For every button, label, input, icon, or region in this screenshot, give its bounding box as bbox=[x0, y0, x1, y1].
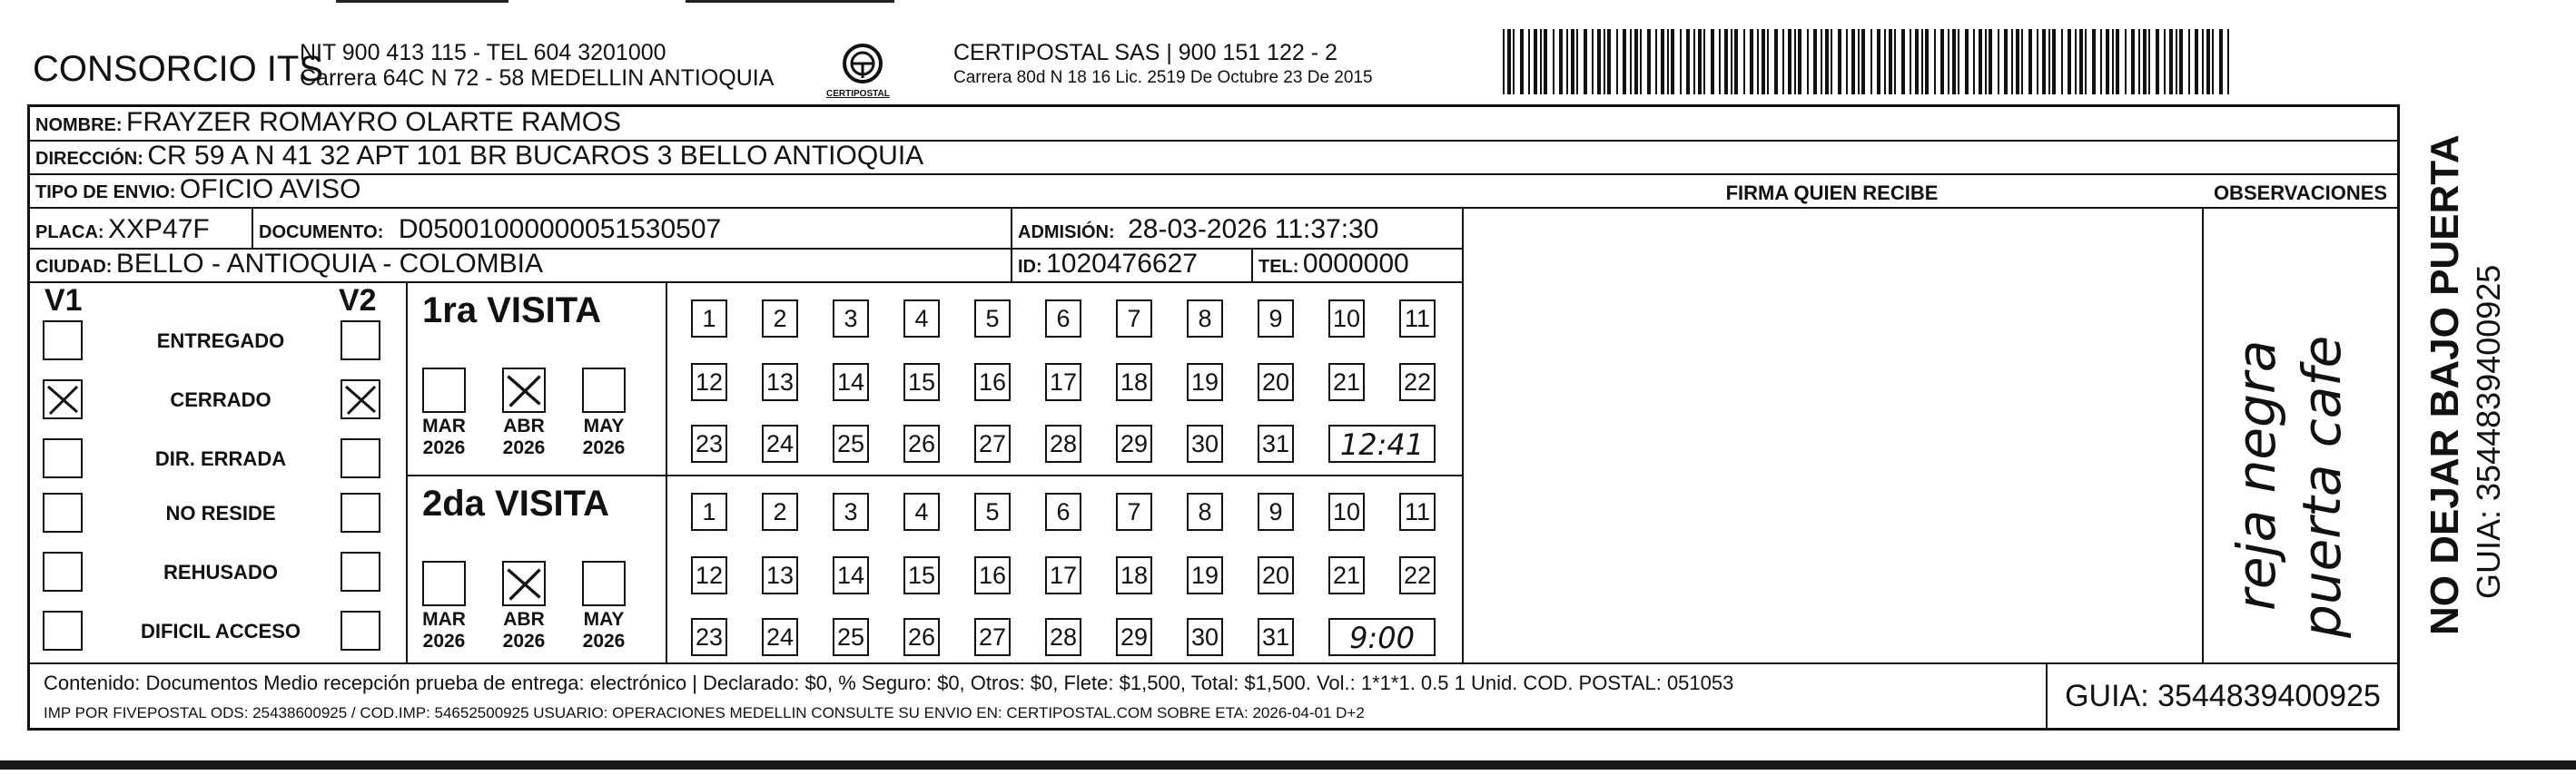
barcode-bar bbox=[1647, 29, 1651, 94]
barcode-bar bbox=[1782, 29, 1784, 94]
day-box[interactable]: 26 bbox=[903, 618, 940, 656]
barcode-bar bbox=[2075, 29, 2077, 94]
month-checkbox[interactable] bbox=[582, 368, 626, 413]
v2-checkbox[interactable] bbox=[341, 320, 380, 360]
v1-header: V1 bbox=[44, 283, 83, 318]
admision-label: ADMISIÓN: bbox=[1018, 222, 1115, 242]
day-box[interactable]: 28 bbox=[1045, 425, 1081, 463]
tel-value: 0000000 bbox=[1302, 249, 1409, 279]
v2-checkbox[interactable] bbox=[341, 438, 380, 478]
certipostal-logo-icon bbox=[835, 38, 890, 93]
day-box[interactable]: 4 bbox=[903, 493, 940, 531]
barcode-bar bbox=[1901, 29, 1905, 94]
barcode-bar bbox=[1513, 29, 1515, 94]
day-box[interactable]: 25 bbox=[833, 618, 869, 656]
tipo-row bbox=[35, 174, 360, 205]
rule bbox=[1251, 248, 1253, 281]
barcode-bar bbox=[1788, 29, 1791, 94]
day-box[interactable]: 10 bbox=[1328, 299, 1365, 338]
company-info bbox=[300, 40, 774, 91]
barcode-bar bbox=[1838, 29, 1841, 94]
barcode-bar bbox=[1734, 29, 1738, 94]
barcode-bar bbox=[1762, 29, 1765, 94]
rule bbox=[406, 281, 408, 662]
day-box[interactable]: 12 bbox=[691, 556, 727, 594]
day-box[interactable]: 8 bbox=[1187, 299, 1223, 338]
top-rule bbox=[336, 0, 508, 3]
admision-value: 28-03-2026 11:37:30 bbox=[1128, 214, 1379, 244]
day-box[interactable]: 17 bbox=[1045, 556, 1081, 594]
barcode-bar bbox=[1877, 29, 1880, 94]
address-line: Carrera 64C N 72 - 58 MEDELLIN ANTIOQUIA bbox=[300, 65, 775, 91]
nombre-row bbox=[35, 107, 621, 138]
partner-line: CERTIPOSTAL SAS | 900 151 122 - 2 bbox=[953, 40, 1337, 65]
barcode-bar bbox=[1544, 29, 1547, 94]
day-box[interactable]: 29 bbox=[1116, 425, 1152, 463]
barcode-bar bbox=[1553, 29, 1554, 94]
v1-checkbox[interactable] bbox=[43, 379, 83, 419]
barcode-bar bbox=[1921, 29, 1923, 94]
day-box[interactable]: 5 bbox=[974, 493, 1011, 531]
v1-checkbox[interactable] bbox=[43, 320, 83, 360]
day-box[interactable]: 22 bbox=[1399, 556, 1436, 594]
day-box[interactable]: 14 bbox=[833, 556, 869, 594]
month-label: ABR 2026 bbox=[502, 416, 546, 458]
day-box[interactable]: 4 bbox=[903, 299, 940, 338]
day-box[interactable]: 13 bbox=[762, 363, 798, 401]
visit-time-box bbox=[1328, 618, 1436, 656]
option-label: CERRADO bbox=[170, 388, 271, 411]
barcode-bar bbox=[2100, 29, 2102, 94]
day-box[interactable]: 19 bbox=[1187, 363, 1223, 401]
barcode-bar bbox=[2092, 29, 2096, 94]
rule bbox=[2202, 207, 2204, 662]
barcode-bar bbox=[1630, 29, 1632, 94]
barcode-bar bbox=[1965, 29, 1969, 94]
day-box[interactable]: 12 bbox=[691, 363, 727, 401]
barcode-bar bbox=[2037, 29, 2038, 94]
day-box[interactable]: 13 bbox=[762, 556, 798, 594]
month-label: ABR 2026 bbox=[502, 609, 546, 652]
nit-line: NIT 900 413 115 - TEL 604 3201000 bbox=[300, 40, 666, 65]
check-mark-icon bbox=[504, 369, 544, 411]
barcode-bar bbox=[1540, 29, 1542, 94]
barcode-bar bbox=[1616, 29, 1618, 94]
visit-time-box bbox=[1328, 425, 1436, 463]
barcode-bar bbox=[2202, 29, 2204, 94]
barcode-bar bbox=[2085, 29, 2087, 94]
day-box[interactable]: 21 bbox=[1328, 363, 1365, 401]
day-box[interactable]: 20 bbox=[1258, 556, 1294, 594]
side-warning: NO DEJAR BAJO PUERTA bbox=[2423, 134, 2467, 635]
barcode-bar bbox=[1671, 29, 1674, 94]
visit-title: 1ra VISITA bbox=[422, 290, 602, 330]
day-box[interactable]: 11 bbox=[1399, 493, 1436, 531]
observation-handwriting-2: puerta cafe bbox=[2291, 335, 2353, 638]
day-box[interactable]: 23 bbox=[691, 618, 727, 656]
day-box[interactable]: 18 bbox=[1116, 556, 1152, 594]
day-box[interactable]: 26 bbox=[903, 425, 940, 463]
barcode-bar bbox=[1534, 29, 1537, 94]
barcode-bar bbox=[2212, 29, 2214, 94]
barcode-bar bbox=[2195, 29, 2198, 94]
day-box[interactable]: 3 bbox=[833, 493, 869, 531]
day-box[interactable]: 22 bbox=[1399, 363, 1436, 401]
day-box[interactable]: 9 bbox=[1258, 493, 1294, 531]
barcode-bar bbox=[1597, 29, 1601, 94]
option-label: DIR. ERRADA bbox=[154, 447, 287, 470]
visit-time-value: 12:41 bbox=[1339, 427, 1425, 462]
barcode-bar bbox=[1724, 29, 1728, 94]
barcode-bar bbox=[1858, 29, 1860, 94]
v1-checkbox[interactable] bbox=[43, 438, 83, 478]
barcode-bar bbox=[2125, 29, 2127, 94]
partner-info bbox=[953, 40, 1373, 91]
day-box[interactable]: 21 bbox=[1328, 556, 1365, 594]
day-box[interactable]: 3 bbox=[833, 299, 869, 338]
month-checkbox[interactable] bbox=[422, 561, 466, 606]
barcode-bar bbox=[1703, 29, 1705, 94]
barcode-bar bbox=[1750, 29, 1753, 94]
day-box[interactable]: 7 bbox=[1116, 493, 1152, 531]
placa-row bbox=[35, 214, 210, 245]
id-label: ID: bbox=[1018, 257, 1042, 277]
tipo-label: TIPO DE ENVIO: bbox=[35, 182, 176, 202]
barcode-bar bbox=[1952, 29, 1956, 94]
rule bbox=[30, 173, 2397, 175]
v2-checkbox[interactable] bbox=[341, 611, 380, 651]
month-checkbox[interactable] bbox=[582, 561, 626, 606]
barcode-bar bbox=[1794, 29, 1796, 94]
day-box[interactable]: 16 bbox=[974, 556, 1011, 594]
barcode-bar bbox=[2164, 29, 2166, 94]
day-box[interactable]: 2 bbox=[762, 493, 798, 531]
day-box[interactable]: 1 bbox=[691, 493, 727, 531]
side-guia: GUIA: 3544839400925 bbox=[2470, 264, 2507, 599]
barcode-bar bbox=[1698, 29, 1702, 94]
day-box[interactable]: 27 bbox=[974, 618, 1011, 656]
option-label: ENTREGADO bbox=[156, 329, 285, 352]
barcode-bar bbox=[2143, 29, 2147, 94]
rule bbox=[30, 662, 2397, 664]
rule bbox=[252, 207, 253, 248]
day-box[interactable]: 6 bbox=[1045, 493, 1081, 531]
v1-checkbox[interactable] bbox=[43, 552, 83, 592]
barcode-bar bbox=[1571, 29, 1574, 94]
barcode-bar bbox=[2052, 29, 2056, 94]
tipo-value: OFICIO AVISO bbox=[179, 174, 361, 204]
barcode-bar bbox=[1894, 29, 1896, 94]
barcode-bar bbox=[1576, 29, 1578, 94]
month-label: MAR 2026 bbox=[422, 416, 466, 458]
visit-title: 2da VISITA bbox=[422, 484, 609, 524]
placa-label: PLACA: bbox=[35, 222, 104, 242]
month-label: MAY 2026 bbox=[582, 416, 626, 458]
day-box[interactable]: 1 bbox=[691, 299, 727, 338]
rule bbox=[406, 475, 1462, 476]
id-value: 1020476627 bbox=[1046, 249, 1198, 279]
day-box[interactable]: 31 bbox=[1258, 425, 1294, 463]
barcode-bar bbox=[1851, 29, 1855, 94]
barcode-bar bbox=[1719, 29, 1721, 94]
barcode-bar bbox=[2028, 29, 2032, 94]
barcode-bar bbox=[1640, 29, 1642, 94]
barcode-bar bbox=[1731, 29, 1732, 94]
ciudad-value: BELLO - ANTIOQUIA - COLOMBIA bbox=[115, 249, 544, 279]
direccion-value: CR 59 A N 41 32 APT 101 BR BUCAROS 3 BELLO ANTIOQUIA bbox=[147, 141, 924, 171]
barcode-bar bbox=[1503, 29, 1505, 94]
day-box[interactable]: 27 bbox=[974, 425, 1011, 463]
barcode-bar bbox=[1634, 29, 1638, 94]
partner-address: Carrera 80d N 18 16 Lic. 2519 De Octubre 23 De 2015 bbox=[953, 68, 1373, 87]
barcode-bar bbox=[2068, 29, 2071, 94]
barcode-bar bbox=[1958, 29, 1959, 94]
barcode-bar bbox=[2219, 29, 2223, 94]
day-box[interactable]: 11 bbox=[1399, 299, 1436, 338]
direccion-label: DIRECCIÓN: bbox=[35, 149, 143, 169]
nombre-label: NOMBRE: bbox=[35, 115, 123, 135]
barcode-bar bbox=[2179, 29, 2183, 94]
nombre-value: FRAYZER ROMAYRO OLARTE RAMOS bbox=[126, 107, 622, 137]
check-mark-icon bbox=[504, 563, 544, 604]
footer-print-line: IMP POR FIVEPOSTAL ODS: 25438600925 / COD.IMP: 54652500925 USUARIO: OPERACIONES MEDELLIN CONSULTE SU ENVIO EN: CERTIPOSTAL.COM SOBRE ETA: 2026-04-01 D+2 bbox=[44, 704, 1365, 721]
day-box[interactable]: 23 bbox=[691, 425, 727, 463]
documento-label: DOCUMENTO: bbox=[259, 222, 384, 242]
barcode-bar bbox=[1985, 29, 1987, 94]
day-box[interactable]: 2 bbox=[762, 299, 798, 338]
barcode-bar bbox=[1934, 29, 1936, 94]
tel-label: TEL: bbox=[1258, 257, 1299, 277]
barcode-bar bbox=[1693, 29, 1695, 94]
barcode-bar bbox=[1861, 29, 1865, 94]
option-label: REHUSADO bbox=[163, 561, 278, 584]
barcode-bar bbox=[1686, 29, 1690, 94]
barcode-bar bbox=[1831, 29, 1832, 94]
barcode-bar bbox=[1813, 29, 1817, 94]
barcode-bar bbox=[1623, 29, 1626, 94]
v2-checkbox[interactable] bbox=[341, 379, 380, 419]
day-box[interactable]: 14 bbox=[833, 363, 869, 401]
barcode-bar bbox=[1767, 29, 1769, 94]
barcode-bar bbox=[2106, 29, 2109, 94]
barcode-bar bbox=[1989, 29, 1992, 94]
guia-box: GUIA: 3544839400925 bbox=[2046, 662, 2400, 731]
id-row bbox=[1018, 249, 1198, 280]
top-rule bbox=[686, 0, 894, 3]
barcode-bar bbox=[1925, 29, 1929, 94]
company-name: CONSORCIO ITS bbox=[33, 49, 324, 89]
v2-checkbox[interactable] bbox=[341, 552, 380, 592]
day-box[interactable]: 6 bbox=[1045, 299, 1081, 338]
barcode-bar bbox=[2004, 29, 2008, 94]
rule bbox=[30, 281, 1462, 283]
barcode-bar bbox=[2227, 29, 2229, 94]
barcode-bar bbox=[1559, 29, 1563, 94]
month-label: MAY 2026 bbox=[582, 609, 626, 652]
option-label: NO RESIDE bbox=[165, 502, 276, 525]
barcode-bar bbox=[1846, 29, 1848, 94]
v2-header: V2 bbox=[339, 283, 377, 318]
barcode-bar bbox=[1661, 29, 1664, 94]
barcode-bar bbox=[1655, 29, 1657, 94]
rule bbox=[1462, 207, 1464, 662]
month-checkbox[interactable] bbox=[502, 368, 546, 413]
barcode-bar bbox=[2079, 29, 2083, 94]
barcode-bar bbox=[1948, 29, 1949, 94]
barcode-bar bbox=[1667, 29, 1669, 94]
barcode-bar bbox=[1566, 29, 1568, 94]
day-box[interactable]: 17 bbox=[1045, 363, 1081, 401]
barcode-bar bbox=[2061, 29, 2063, 94]
barcode-bar bbox=[1973, 29, 1975, 94]
day-box[interactable]: 25 bbox=[833, 425, 869, 463]
day-box[interactable]: 24 bbox=[762, 425, 798, 463]
barcode-bar bbox=[2169, 29, 2173, 94]
delivery-form bbox=[27, 104, 2400, 731]
barcode-bar bbox=[1757, 29, 1759, 94]
barcode-bar bbox=[1604, 29, 1605, 94]
barcode-bar bbox=[1884, 29, 1886, 94]
option-label: DIFICIL ACCESO bbox=[140, 620, 301, 643]
documento-row bbox=[259, 214, 721, 245]
barcode-bar bbox=[2021, 29, 2023, 94]
observation-handwriting-1: reja negra bbox=[2226, 339, 2287, 611]
rule bbox=[1011, 207, 1012, 281]
barcode-bar bbox=[2156, 29, 2159, 94]
barcode-bar bbox=[1584, 29, 1587, 94]
check-mark-icon bbox=[44, 381, 81, 417]
day-box[interactable]: 31 bbox=[1258, 618, 1294, 656]
barcode-bar bbox=[1910, 29, 1911, 94]
barcode-bar bbox=[1821, 29, 1822, 94]
observaciones-label: OBSERVACIONES bbox=[2213, 181, 2388, 204]
barcode-bar bbox=[1889, 29, 1892, 94]
month-label: MAR 2026 bbox=[422, 609, 466, 652]
barcode-bar bbox=[2116, 29, 2119, 94]
barcode-bar bbox=[1520, 29, 1524, 94]
rule bbox=[666, 281, 667, 662]
rule bbox=[30, 207, 2397, 209]
ciudad-label: CIUDAD: bbox=[35, 257, 113, 277]
footer-content-line: Contenido: Documentos Medio recepción prueba de entrega: electrónico | Declarado: $0, % Seguro: $0, Otros: $0, Flete: $1,500, Total: $1,500. Vol.: 1*1*1. 0.5 1 Unid. COD. POSTAL: 051053 bbox=[44, 672, 1734, 694]
day-box[interactable]: 28 bbox=[1045, 618, 1081, 656]
day-box[interactable]: 20 bbox=[1258, 363, 1294, 401]
bottom-rule bbox=[0, 760, 2576, 770]
day-box[interactable]: 30 bbox=[1187, 425, 1223, 463]
barcode-bar bbox=[2112, 29, 2114, 94]
day-box[interactable]: 18 bbox=[1116, 363, 1152, 401]
barcode-bar bbox=[1798, 29, 1801, 94]
day-box[interactable]: 8 bbox=[1187, 493, 1223, 531]
barcode-bar bbox=[1680, 29, 1682, 94]
barcode-bar bbox=[2011, 29, 2013, 94]
v2-checkbox[interactable] bbox=[341, 493, 380, 533]
barcode-bar bbox=[2131, 29, 2135, 94]
barcode-bar bbox=[2148, 29, 2150, 94]
barcode-bar bbox=[2176, 29, 2177, 94]
day-box[interactable]: 29 bbox=[1116, 618, 1152, 656]
barcode-bar bbox=[2016, 29, 2019, 94]
v1-checkbox[interactable] bbox=[43, 493, 83, 533]
barcode-bar bbox=[2188, 29, 2190, 94]
barcode-bar bbox=[1870, 29, 1872, 94]
barcode-bar bbox=[1528, 29, 1530, 94]
logo-text: CERTIPOSTAL bbox=[826, 89, 890, 99]
barcode-bar bbox=[1743, 29, 1745, 94]
day-box[interactable]: 19 bbox=[1187, 556, 1223, 594]
day-box[interactable]: 15 bbox=[903, 363, 940, 401]
barcode bbox=[1503, 29, 2229, 94]
ciudad-row bbox=[35, 249, 543, 280]
tel-row bbox=[1258, 249, 1409, 280]
day-box[interactable]: 16 bbox=[974, 363, 1011, 401]
barcode-bar bbox=[2206, 29, 2210, 94]
month-checkbox[interactable] bbox=[422, 368, 466, 413]
day-box[interactable]: 9 bbox=[1258, 299, 1294, 338]
barcode-bar bbox=[1507, 29, 1511, 94]
barcode-bar bbox=[2042, 29, 2046, 94]
v1-checkbox[interactable] bbox=[43, 611, 83, 651]
day-box[interactable]: 5 bbox=[974, 299, 1011, 338]
day-box[interactable]: 15 bbox=[903, 556, 940, 594]
barcode-bar bbox=[1915, 29, 1919, 94]
direccion-row bbox=[35, 141, 923, 172]
day-box[interactable]: 7 bbox=[1116, 299, 1152, 338]
barcode-bar bbox=[1592, 29, 1594, 94]
visit-time-value: 9:00 bbox=[1349, 621, 1415, 655]
firma-label: FIRMA QUIEN RECIBE bbox=[1725, 181, 1939, 204]
barcode-bar bbox=[1825, 29, 1829, 94]
check-mark-icon bbox=[342, 381, 379, 417]
day-box[interactable]: 30 bbox=[1187, 618, 1223, 656]
barcode-bar bbox=[1711, 29, 1714, 94]
month-checkbox[interactable] bbox=[502, 561, 546, 606]
barcode-bar bbox=[1979, 29, 1982, 94]
barcode-bar bbox=[1774, 29, 1778, 94]
day-box[interactable]: 10 bbox=[1328, 493, 1365, 531]
barcode-bar bbox=[2138, 29, 2140, 94]
barcode-bar bbox=[1607, 29, 1611, 94]
barcode-bar bbox=[2048, 29, 2050, 94]
barcode-bar bbox=[1998, 29, 1999, 94]
barcode-bar bbox=[1807, 29, 1809, 94]
barcode-bar bbox=[1940, 29, 1944, 94]
placa-value: XXP47F bbox=[108, 214, 210, 244]
admision-row bbox=[1018, 214, 1378, 245]
day-box[interactable]: 24 bbox=[762, 618, 798, 656]
documento-value: D05001000000051530507 bbox=[398, 214, 722, 244]
